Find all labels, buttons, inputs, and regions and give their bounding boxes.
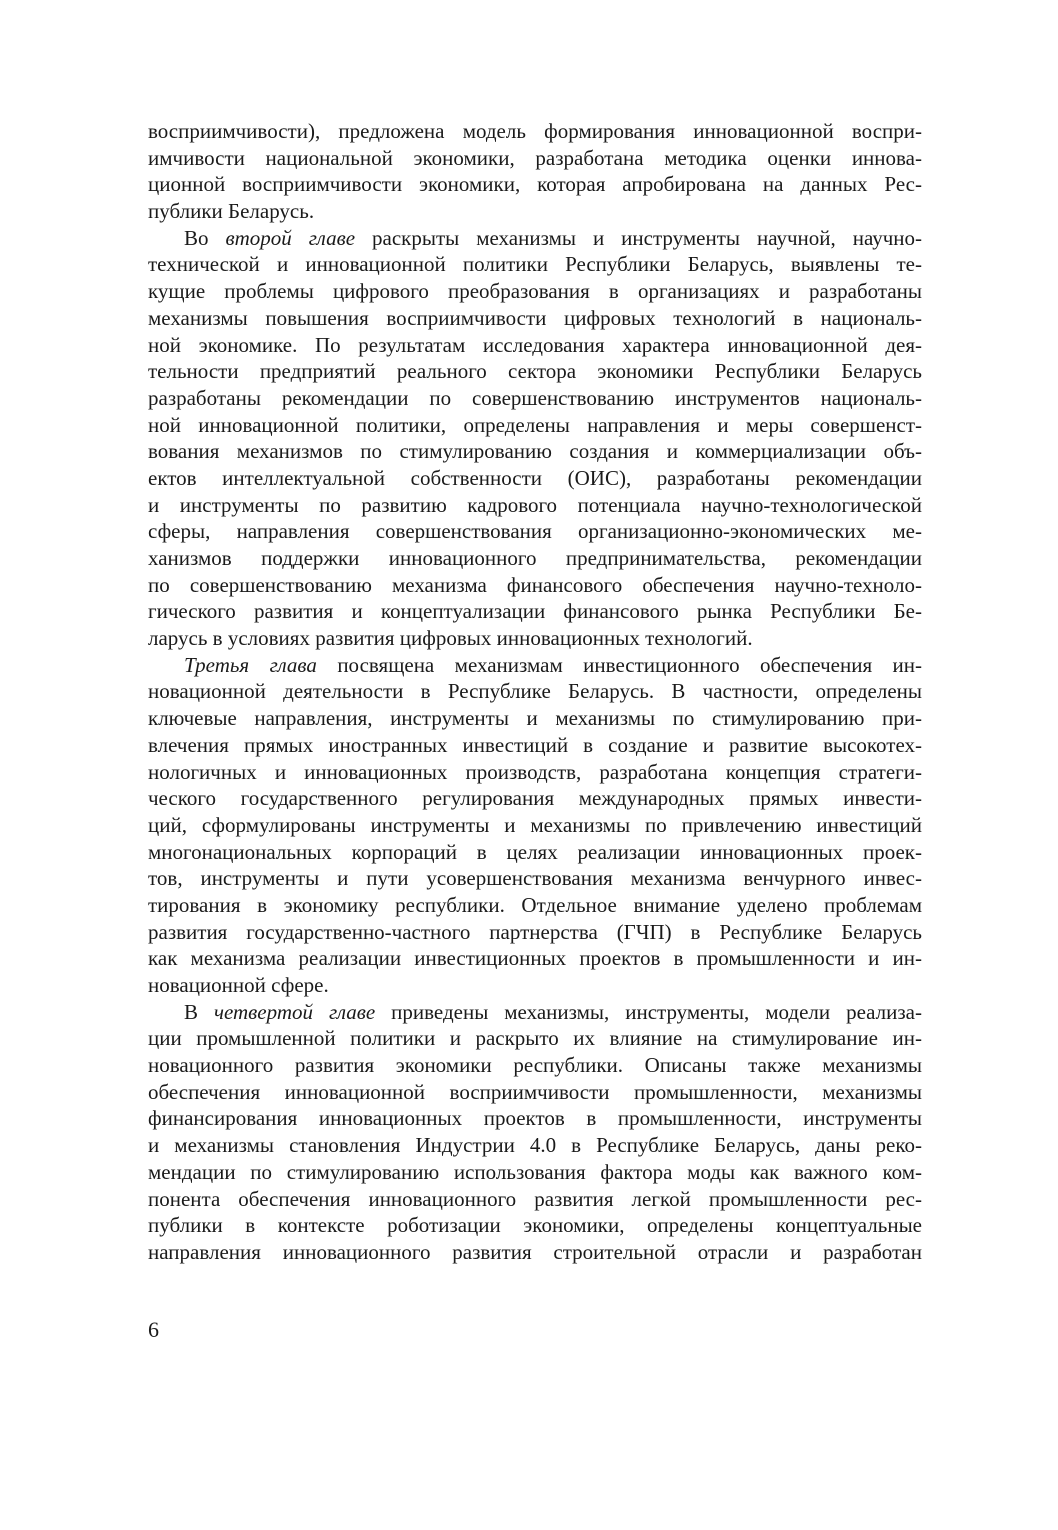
text-line: по совершенствованию механизма финансового обеспечения научно-техноло- — [148, 572, 922, 597]
text-line: направления инновационного развития строительной отрасли и разработан — [148, 1239, 922, 1264]
text-line: и инструменты по развитию кадрового потенциала научно-технологической — [148, 492, 922, 517]
text-line: обеспечения инновационной восприимчивости промышленности, механизмы — [148, 1079, 922, 1104]
text-line: технической и инновационной политики Республики Беларусь, выявлены те- — [148, 252, 922, 277]
italic-chapter-ref: Третья глава — [184, 652, 317, 677]
text-line: многонациональных корпораций в целях реализации инновационных проек- — [148, 839, 922, 864]
text-line: тельности предприятий реального сектора экономики Республики Беларусь — [148, 359, 922, 384]
text-span: раскрыты механизмы и инструменты научной, научно- — [355, 225, 923, 250]
text-line: тов, инструменты и пути усовершенствования механизма венчурного инвес- — [148, 866, 922, 891]
text-line: понента обеспечения инновационного развития легкой промышленности рес- — [148, 1186, 922, 1211]
paragraph-first-line — [148, 225, 922, 252]
text-line: новационной деятельности в Республике Беларусь. В частности, определены — [148, 679, 922, 704]
page-number: 6 — [148, 1317, 159, 1342]
text-line: восприимчивости), предложена модель формирования инновационной воспри- — [148, 119, 922, 143]
text-line: ционной восприимчивости экономики, которая апробирована на данных Рес- — [148, 172, 922, 197]
text-span: посвящена механизмам инвестиционного обеспечения ин- — [316, 652, 922, 677]
text-line: новационной сфере. — [148, 973, 329, 997]
paragraph-first-line — [148, 652, 922, 679]
italic-chapter-ref: второй главе — [225, 225, 356, 250]
text-line: разработаны рекомендации по совершенствованию инструментов националь- — [148, 385, 922, 410]
text-line: публики в контексте роботизации экономики, определены концептуальные — [148, 1213, 922, 1238]
text-line: как механизма реализации инвестиционных проектов в промышленности и ин- — [148, 946, 922, 971]
text-line: нологичных и инновационных производств, разработана концепция стратеги- — [148, 759, 922, 784]
text-line: влечения прямых иностранных инвестиций в создание и развитие высокотех- — [148, 732, 922, 757]
text-line: ций, сформулированы инструменты и механизмы по привлечению инвестиций — [148, 812, 922, 837]
text-line: ключевые направления, инструменты и механизмы по стимулированию при- — [148, 706, 922, 731]
italic-chapter-ref: четвертой главе — [213, 999, 376, 1024]
text-line: ханизмов поддержки инновационного предпринимательства, рекомендации — [148, 546, 922, 570]
text-line: финансирования инновационных проектов в промышленности, инструменты — [148, 1106, 922, 1131]
text-line: и механизмы становления Индустрии 4.0 в Республике Беларусь, даны реко- — [148, 1133, 922, 1158]
text-line: гического развития и концептуализации финансового рынка Республики Бе- — [148, 599, 922, 624]
text-line: вования механизмов по стимулированию создания и коммерциализации объ- — [148, 439, 922, 464]
text-line: ческого государственного регулирования международных прямых инвести- — [148, 786, 922, 811]
text-line: публики Беларусь. — [148, 199, 315, 224]
text-line: ектов интеллектуальной собственности (ОИС), разработаны рекомендации — [148, 465, 922, 490]
text-span: В — [184, 999, 214, 1024]
text-line: сферы, направления совершенствования организационно-экономических ме- — [148, 519, 922, 544]
text-line: ларусь в условиях развития цифровых инновационных технологий. — [148, 626, 753, 651]
text-line: ной инновационной политики, определены направления и меры совершенст- — [148, 412, 922, 437]
body-text — [148, 118, 922, 1266]
text-line: тирования в экономику республики. Отдельное внимание уделено проблемам — [148, 892, 922, 917]
text-line: ной экономике. По результатам исследования характера инновационной дея- — [148, 332, 922, 357]
text-line: новационного развития экономики республики. Описаны также механизмы — [148, 1053, 922, 1078]
paragraph-first-line — [148, 999, 922, 1026]
text-line: ции промышленной политики и раскрыто их влияние на стимулирование ин- — [148, 1026, 922, 1051]
text-line: имчивости национальной экономики, разработана методика оценки иннова- — [148, 145, 922, 170]
text-line: механизмы повышения восприимчивости цифровых технологий в националь- — [148, 305, 922, 330]
text-span: приведены механизмы, инструменты, модели реализа- — [375, 999, 922, 1024]
text-span: Во — [184, 225, 226, 250]
text-line: развития государственно-частного партнерства (ГЧП) в Республике Беларусь — [148, 919, 922, 944]
text-line: мендации по стимулированию использования фактора моды как важного ком- — [148, 1159, 922, 1184]
text-line: кущие проблемы цифрового преобразования в организациях и разработаны — [148, 279, 922, 304]
